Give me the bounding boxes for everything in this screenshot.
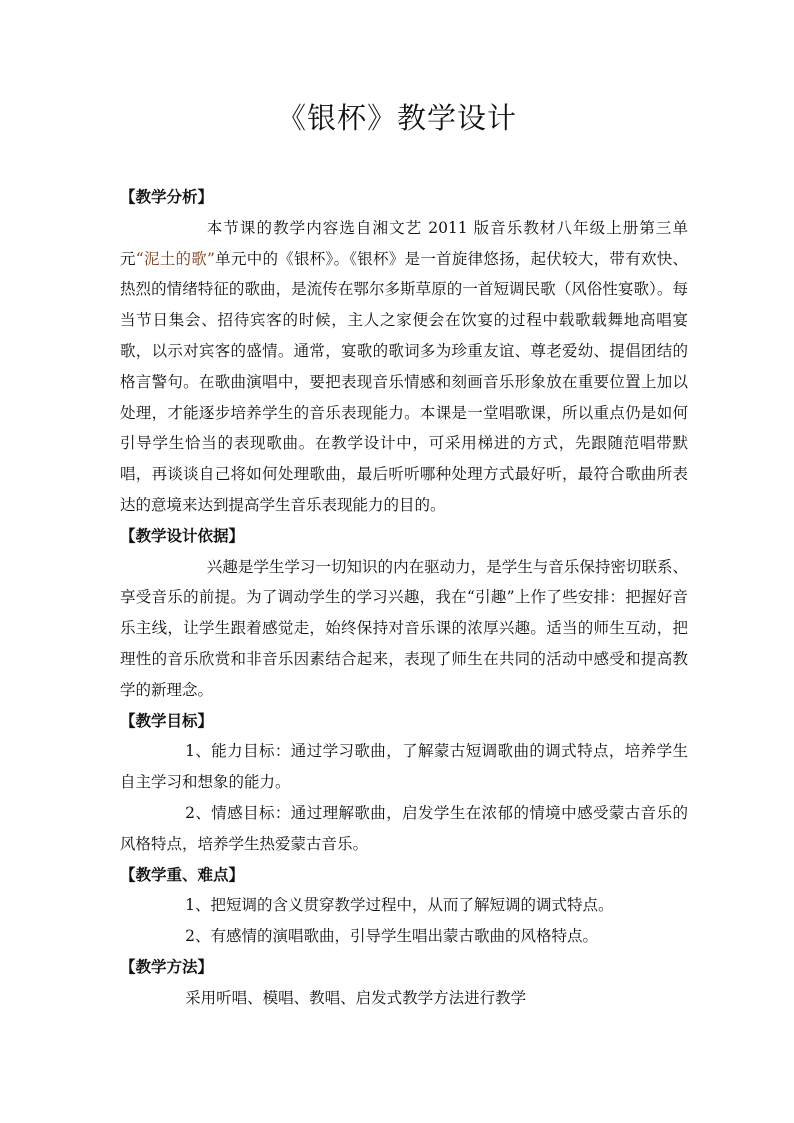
- unit-name-quote: “泥土的歌”: [135, 249, 215, 268]
- objective-item-ability: 1、能力目标：通过学习歌曲，了解蒙古短调歌曲的调式特点，培养学生自主学习和想象的能力。: [120, 742, 688, 792]
- document-body: [120, 182, 688, 1014]
- objective-item-emotion: 2、情感目标：通过理解歌曲，启发学生在浓郁的情境中感受蒙古音乐的风格特点，培养学生热爱蒙古音乐。: [120, 803, 688, 853]
- analysis-paragraph: [120, 213, 688, 521]
- section-heading-basis: 【教学设计依据】: [120, 526, 245, 545]
- section-heading-key-points: 【教学重、难点】: [120, 865, 245, 884]
- section-heading-analysis: 【教学分析】: [120, 188, 214, 206]
- section-heading-methods: 【教学方法】: [120, 957, 214, 976]
- key-point-item-2: 2、有感情的演唱歌曲，引导学生唱出蒙古歌曲的风格特点。: [185, 927, 598, 946]
- analysis-text-part2: 单元中的《银杯》。《银杯》是一首旋律悠扬，起伏较大，带有欢快、热烈的情绪特征的歌曲，是流传在鄂尔多斯草原的一首短调民歌（风俗性宴歌）。每当节日集会、招待宾客的时候，主人之家便会在饮宴的过程中载歌载舞地高唱宴歌，以示对宾客的盛情。通常，宴歌的歌词多为珍重友谊、尊老爱幼、提倡团结的格言警句。在歌曲演唱中，要把表现音乐情感和刻画音乐形象放在重要位置上加以处理，才能逐步培养学生的音乐表现能力。本课是一堂唱歌课，所以重点仍是如何引导学生恰当的表现歌曲。在教学设计中，可采用梯进的方式，先跟随范唱带默唱，再谈谈自己将如何处理歌曲，最后听听哪种处理方式最好听，最符合歌曲所表达的意境来达到提高学生音乐表现能力的目的。: [120, 249, 688, 514]
- section-heading-objectives: 【教学目标】: [120, 711, 214, 730]
- methods-paragraph: 采用听唱、模唱、教唱、启发式教学方法进行教学: [185, 988, 527, 1007]
- basis-paragraph: 兴趣是学生学习一切知识的内在驱动力，是学生与音乐保持密切联系、享受音乐的前提。为了调动学生的学习兴趣，我在“引趣”上作了些安排：把握好音乐主线，让学生跟着感觉走，始终保持对音乐课的浓厚兴趣。适当的师生互动，把理性的音乐欣赏和非音乐因素结合起来，表现了师生在共同的活动中感受和提高教学的新理念。: [120, 557, 688, 699]
- key-point-item-1: 1、把短调的含义贯穿教学过程中，从而了解短调的调式特点。: [185, 896, 614, 915]
- document-title: 《银杯》教学设计: [276, 101, 517, 135]
- analysis-text-part1: 本节课的教学内容选自湘文艺 2011 版音乐教材八年级上册第三单元: [120, 218, 688, 268]
